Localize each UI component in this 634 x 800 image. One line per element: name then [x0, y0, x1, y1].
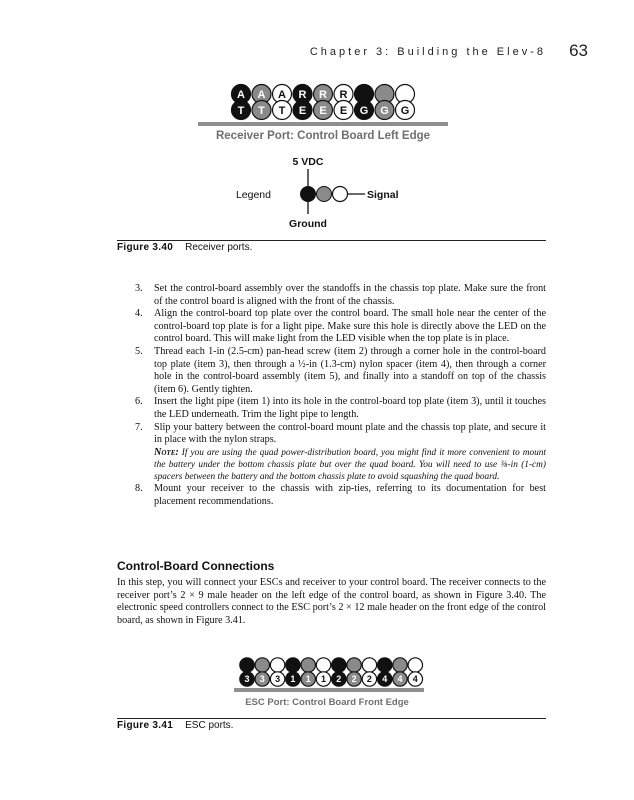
legend-ground-pin	[301, 187, 316, 202]
port-pin-label: 2	[336, 674, 342, 685]
legend-ground-label: Ground	[289, 218, 327, 230]
esc-port-top-row	[240, 658, 423, 672]
figure-340-number: Figure 3.40	[117, 242, 174, 253]
port-pin-label: 3	[244, 674, 250, 685]
port-pin	[332, 658, 346, 672]
receiver-port-diagram	[195, 80, 455, 230]
note-text: If you are using the quad power-distribution board, you might find it more convenient to mount the battery under the bottom chassis plate but over the quad board. You will need to use ⅜-in (1-cm) spacers between the battery and the bottom chassis plate to avoid squashing the quad board.	[154, 447, 547, 483]
port-pin	[347, 658, 361, 672]
port-pin	[301, 658, 315, 672]
section-title: Control-Board Connections	[117, 559, 275, 573]
port-pin-label: A	[237, 88, 245, 101]
port-pin-label: T	[258, 104, 265, 117]
port-pin-label: 2	[366, 674, 372, 685]
esc-port-label: ESC Port: Control Board Front Edge	[245, 697, 409, 708]
step-text: Mount your receiver to the chassis with zip-ties, referring to its documentation for best placement recommendations.	[154, 483, 546, 507]
step-5	[135, 346, 546, 396]
port-pin-label: 2	[351, 674, 357, 685]
port-pin	[408, 658, 422, 672]
port-pin-label: T	[278, 104, 286, 117]
step-number: 4.	[135, 308, 143, 320]
chapter-title: Chapter 3: Building the Elev-8	[309, 46, 546, 58]
port-pin-label: E	[298, 104, 307, 117]
port-pin	[316, 658, 330, 672]
step-7	[135, 422, 546, 447]
port-pin-label: G	[400, 104, 410, 117]
port-pin-label: A	[257, 88, 266, 101]
port-pin	[362, 658, 376, 672]
figure-340-caption	[117, 242, 252, 253]
step-number: 8.	[135, 483, 143, 495]
section-paragraph: In this step, you will connect your ESCs and receiver to your control board. The receiver connects to the receiver port’s 2 × 9 male header on the left edge of the control board, as shown in Figure 3.40. The electronic speed controllers connect to the ESC port’s 2 × 12 male header on the front edge of the control board, as shown in Figure 3.41.	[117, 577, 546, 626]
assembly-steps	[135, 283, 546, 509]
port-pin-label: 1	[320, 674, 327, 685]
legend-signal-pin	[333, 187, 348, 202]
note-label: Note:	[154, 446, 179, 458]
port-pin-label: 4	[382, 674, 388, 685]
port-pin-label: A	[278, 88, 286, 101]
step-text: Thread each 1-in (2.5-cm) pan-head screw (item 2) through a corner hole in the control-board top plate (item 3), then through a ½-in (1.3-cm) nylon spacer (item 4), then through a corner hole in the control-board assembly (item 5), and finally into a standoff on top of the chassis (item 6). Gently tighten.	[154, 345, 546, 395]
port-pin-label: T	[237, 104, 245, 117]
port-pin-label: 1	[290, 674, 296, 685]
esc-port-bottom-row	[240, 672, 423, 686]
port-pin-label: E	[339, 104, 348, 117]
step-4	[135, 308, 546, 346]
step-number: 3.	[135, 283, 143, 294]
figure-341-number: Figure 3.41	[117, 720, 174, 731]
port-pin	[240, 658, 254, 672]
port-pin-label: G	[380, 104, 389, 117]
legend-vdc-pin	[317, 187, 332, 202]
step-3	[135, 283, 546, 308]
step-number: 5.	[135, 345, 143, 357]
legend-vdc-label: 5 VDC	[292, 156, 324, 168]
figure-341-caption-text: ESC ports.	[185, 720, 234, 731]
page-number: 63	[569, 41, 588, 60]
port-pin-label: 4	[412, 674, 418, 685]
step-text: Slip your battery between the control-board mount plate and the chassis top plate, and secure it in place with the nylon straps.	[154, 421, 546, 446]
receiver-port-label: Receiver Port: Control Board Left Edge	[215, 130, 431, 142]
port-pin	[255, 658, 269, 672]
port-pin	[286, 658, 300, 672]
figure-340-caption-text: Receiver ports.	[185, 242, 253, 253]
step-8	[135, 483, 546, 508]
figure-341-caption	[117, 720, 233, 731]
step-text: Insert the light pipe (item 1) into its hole in the control-board top plate (item 3), until it touches the LED underneath. Trim the light pipe to length.	[154, 396, 546, 420]
receiver-port-bottom-row	[232, 101, 415, 120]
port-pin-label: 1	[305, 674, 311, 685]
note	[135, 447, 546, 484]
port-pin	[378, 658, 392, 672]
port-pin-label: R	[319, 88, 327, 101]
port-bar	[198, 122, 448, 126]
esc-port-diagram	[230, 655, 430, 711]
port-pin	[270, 658, 284, 672]
step-text: Set the control-board assembly over the standoffs in the chassis top plate. Make sure the front of the control board is aligned with the front of the chassis.	[154, 283, 546, 307]
port-pin-label: R	[339, 88, 348, 101]
port-pin-label: E	[319, 104, 327, 117]
legend-signal-label: Signal	[367, 189, 399, 201]
step-6	[135, 396, 546, 421]
port-pin-label: R	[298, 88, 307, 101]
step-text: Align the control-board top plate over the control board. The small hole near the center of the control-board top plate is for a light pipe. Make sure this hole is directly above the LED on the control board. This will make light from the LED visible when the top plate is in place.	[154, 308, 546, 345]
figure-341-rule	[117, 718, 546, 719]
port-bar	[234, 688, 424, 692]
figure-340-rule	[117, 240, 546, 241]
legend-label: Legend	[235, 189, 271, 201]
port-pin-label: 4	[397, 674, 403, 685]
step-number: 7.	[135, 421, 143, 433]
running-header	[0, 38, 634, 68]
port-pin-label: 3	[275, 674, 281, 685]
port-pin-label: G	[359, 104, 369, 117]
port-pin	[393, 658, 407, 672]
port-pin-label: 3	[259, 674, 265, 685]
step-number: 6.	[135, 396, 143, 408]
